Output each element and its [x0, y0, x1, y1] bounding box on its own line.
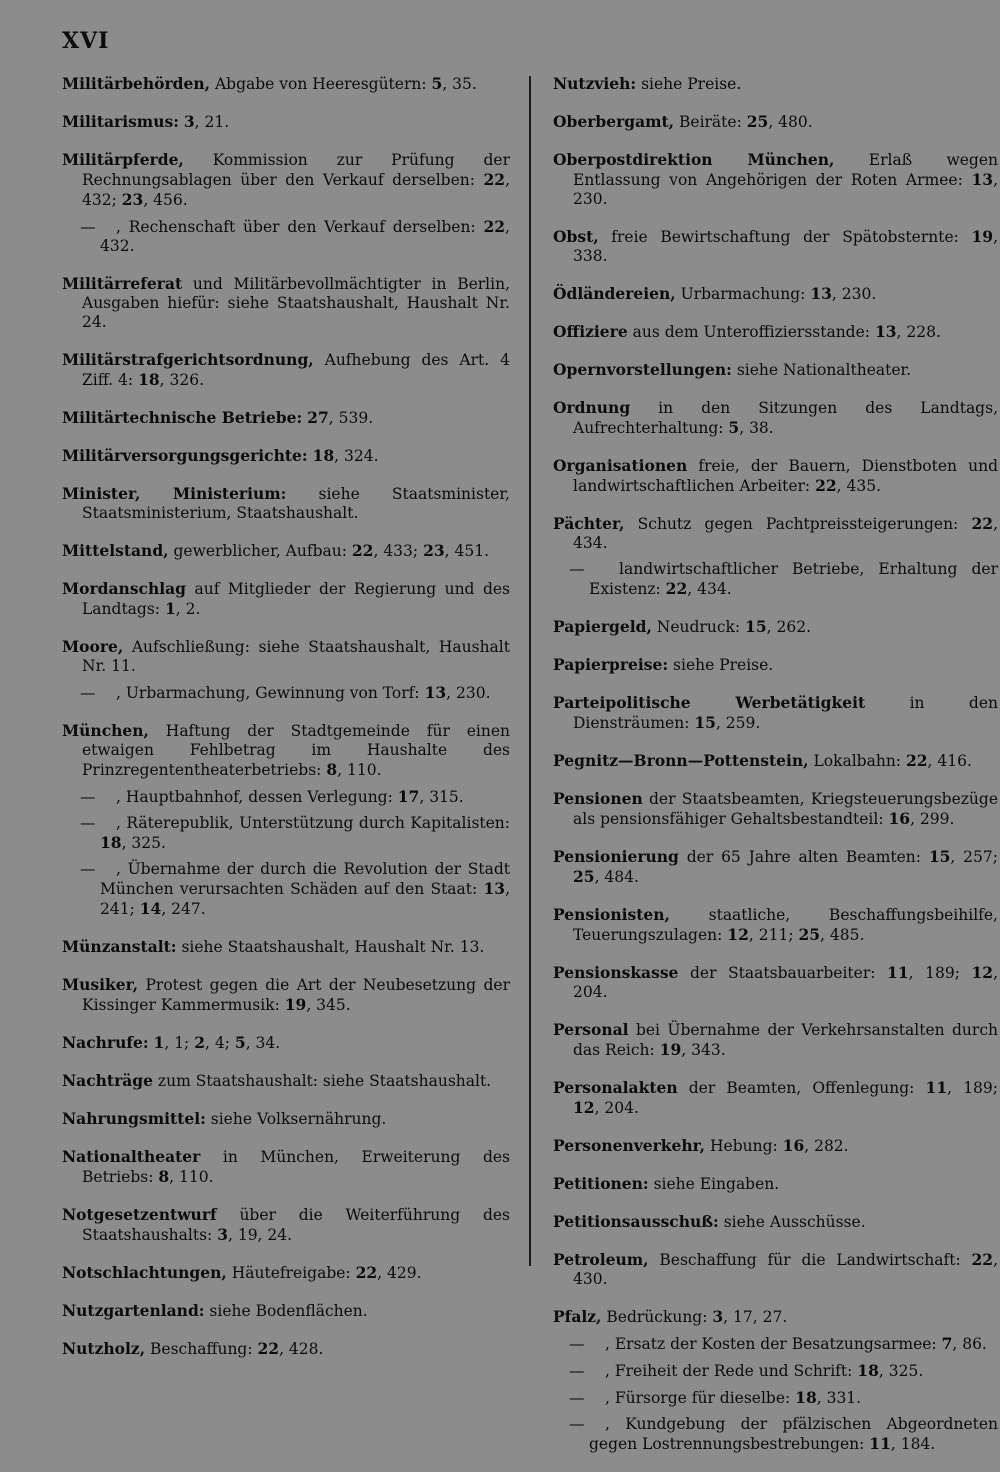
- volume-number: 16: [888, 809, 911, 828]
- entry-text: Bedrückung:: [601, 1308, 713, 1326]
- index-entry: [62, 408, 510, 428]
- entry-text: Haftung der Stadtgemeinde für einen etwaigen Fehlbetrag im Haushalte des Prinzregententheaterbetriebs:: [82, 722, 510, 779]
- entry-text: , 428.: [279, 1340, 324, 1358]
- entry-heading: Notgesetzentwurf: [62, 1205, 217, 1224]
- entry-text: siehe Ausschüsse.: [718, 1213, 866, 1231]
- entry-heading: Pensionisten,: [553, 905, 670, 924]
- entry-heading: Nutzholz,: [62, 1339, 146, 1358]
- entry-heading: Mordanschlag: [62, 579, 187, 598]
- index-subentry: [62, 787, 510, 807]
- index-entry: [553, 398, 998, 438]
- entry-text: , 325.: [878, 1362, 924, 1380]
- entry-text: siehe Volksernährung.: [205, 1110, 387, 1128]
- entry-text: siehe Staatsminister, Staatsministerium, Staatshaushalt.: [82, 485, 510, 522]
- entry-text: und Militärbevollmächtigter in Berlin, Ausgaben hiefür: siehe Staatshaushalt, Haushalt Nr. 24.: [82, 275, 510, 331]
- entry-text: , 19, 24.: [227, 1226, 293, 1244]
- volume-number: 18: [312, 446, 335, 465]
- entry-text: , 230.: [446, 684, 491, 702]
- entry-text: Urbarmachung:: [675, 285, 811, 303]
- entry-heading: Ordnung: [553, 398, 631, 417]
- volume-number: 13: [874, 322, 897, 341]
- entry-heading: Nachrufe:: [62, 1033, 149, 1052]
- volume-number: 15: [745, 617, 767, 636]
- entry-text: , Fürsorge für dieselbe:: [605, 1389, 796, 1407]
- repeat-dash: —: [569, 1415, 585, 1433]
- volume-number: 5: [234, 1033, 246, 1052]
- volume-number: 3: [217, 1225, 228, 1244]
- index-subentry: [553, 560, 998, 599]
- entry-heading: Pensionskasse: [553, 963, 679, 982]
- entry-heading: Papiergeld,: [553, 617, 652, 636]
- entry-text: , 343.: [681, 1041, 726, 1059]
- entry-text: , 451.: [444, 542, 490, 560]
- entry-text: , 230.: [573, 171, 998, 208]
- volume-number: 22: [483, 170, 506, 189]
- entry-heading: Militärversorgungsgerichte:: [62, 446, 308, 465]
- entry-text: Aufhebung des Art. 4 Ziff. 4:: [82, 351, 510, 389]
- entry-heading: Pfalz,: [553, 1307, 602, 1326]
- index-subentry: [62, 860, 510, 919]
- index-subentry: [553, 1415, 998, 1454]
- entry-text: , 184.: [890, 1435, 936, 1453]
- index-subentry: [62, 683, 510, 703]
- index-entry: [62, 637, 510, 676]
- entry-heading: Militärtechnische Betriebe:: [62, 408, 303, 427]
- volume-number: 18: [857, 1361, 879, 1380]
- volume-number: 12: [971, 963, 994, 982]
- entry-text: freie Bewirtschaftung der Spätobsternte:: [598, 228, 972, 246]
- entry-text: , 189;: [908, 964, 972, 982]
- repeat-dash: —: [569, 1335, 585, 1353]
- entry-text: , 35.: [442, 75, 477, 93]
- repeat-dash: —: [80, 218, 96, 236]
- volume-number: 12: [727, 925, 749, 944]
- volume-number: 11: [925, 1078, 948, 1097]
- index-entry: [553, 74, 998, 94]
- volume-number: 18: [138, 370, 160, 389]
- entry-text: , 204.: [594, 1099, 639, 1117]
- entry-heading: Pensionierung: [553, 847, 679, 866]
- index-entry: [553, 514, 998, 553]
- entry-heading: Oberbergamt,: [553, 112, 675, 131]
- volume-number: 1: [153, 1033, 165, 1052]
- entry-text: , 416.: [927, 752, 972, 770]
- entry-heading: Obst,: [553, 227, 599, 246]
- entry-text: der Beamten, Offenlegung:: [677, 1079, 926, 1097]
- index-entry: [62, 1263, 510, 1283]
- index-subentry: [553, 1361, 998, 1381]
- index-entry: [62, 541, 510, 561]
- entry-heading: Personal: [553, 1020, 629, 1039]
- entry-text: siehe Nationaltheater.: [731, 361, 912, 379]
- entry-text: in München, Erweiterung des Betriebs:: [82, 1148, 510, 1186]
- repeat-dash: —: [569, 1362, 585, 1380]
- entry-heading: Personalakten: [553, 1078, 678, 1097]
- entry-text: , 38.: [739, 419, 774, 437]
- entry-heading: Münzanstalt:: [62, 937, 177, 956]
- entry-heading: Offiziere: [553, 322, 628, 341]
- volume-number: 22: [355, 1263, 378, 1282]
- entry-text: siehe Preise.: [668, 656, 774, 674]
- volume-number: 18: [795, 1388, 817, 1407]
- volume-number: 16: [782, 1136, 805, 1155]
- entry-text: Aufschließung: siehe Staatshaushalt, Haushalt Nr. 11.: [82, 638, 510, 675]
- entry-heading: Nachträge: [62, 1071, 153, 1090]
- volume-number: 7: [941, 1334, 953, 1353]
- entry-text: , 326.: [159, 371, 205, 389]
- entry-text: , 324.: [334, 447, 379, 465]
- entry-text: über die Weiterführung des Staatshaushalts:: [82, 1206, 510, 1244]
- volume-number: 2: [194, 1033, 206, 1052]
- index-entry: [553, 1078, 998, 1118]
- index-entry: [553, 360, 998, 380]
- entry-text: , Freiheit der Rede und Schrift:: [605, 1362, 858, 1380]
- entry-text: der 65 Jahre alten Beamten:: [678, 848, 929, 866]
- index-entry: [553, 227, 998, 266]
- entry-text: , 2.: [175, 600, 201, 618]
- volume-number: 3: [712, 1307, 724, 1326]
- entry-text: , 257;: [950, 848, 998, 866]
- entry-text: , Urbarmachung, Gewinnung von Torf:: [116, 684, 425, 702]
- volume-number: 12: [573, 1098, 595, 1117]
- index-entry: [62, 484, 510, 523]
- entry-text: freie, der Bauern, Dienstboten und landwirtschaftlichen Arbeiter:: [573, 457, 998, 495]
- entry-text: , 204.: [573, 964, 998, 1001]
- entry-text: in den Diensträumen:: [573, 694, 998, 732]
- volume-number: 22: [815, 476, 837, 495]
- entry-text: , 429.: [377, 1264, 422, 1282]
- volume-number: 22: [483, 217, 506, 236]
- index-entry: [62, 937, 510, 957]
- entry-heading: Militärpferde,: [62, 150, 184, 169]
- index-subentry: [62, 217, 510, 256]
- entry-text: , 430.: [573, 1251, 998, 1288]
- entry-text: Neudruck:: [651, 618, 746, 636]
- volume-number: 25: [746, 112, 769, 131]
- entry-text: staatliche, Beschaffungsbeihilfe, Teuerungszulagen:: [573, 906, 998, 944]
- entry-text: , 432;: [82, 171, 510, 209]
- left-column: [62, 74, 510, 1377]
- entry-text: siehe Eingaben.: [648, 1175, 780, 1193]
- repeat-dash: —: [80, 788, 96, 806]
- volume-number: 1: [164, 599, 176, 618]
- entry-text: , 435.: [836, 477, 882, 495]
- volume-number: 19: [284, 995, 307, 1014]
- index-entry: [553, 789, 998, 829]
- repeat-dash: —: [569, 1389, 585, 1407]
- volume-number: 22: [665, 579, 688, 598]
- entry-heading: Pächter,: [553, 514, 625, 533]
- entry-text: , 325.: [121, 834, 166, 852]
- entry-text: Häutefreigabe:: [226, 1264, 356, 1282]
- index-subentry: [62, 814, 510, 853]
- volume-number: 27: [307, 408, 329, 427]
- entry-text: , 4;: [205, 1034, 235, 1052]
- entry-heading: Petitionsausschuß:: [553, 1212, 719, 1231]
- entry-text: , Hauptbahnhof, dessen Verlegung:: [116, 788, 398, 806]
- entry-heading: Militarismus:: [62, 112, 179, 131]
- index-entry: [553, 1307, 998, 1327]
- index-entry: [62, 150, 510, 210]
- entry-text: Beschaffung für die Landwirtschaft:: [648, 1251, 972, 1269]
- entry-text: , 86.: [952, 1335, 987, 1353]
- volume-number: 19: [971, 227, 994, 246]
- entry-heading: Organisationen: [553, 456, 688, 475]
- entry-text: , 299.: [910, 810, 955, 828]
- volume-number: 5: [431, 74, 443, 93]
- entry-heading: München,: [62, 721, 149, 740]
- repeat-dash: —: [569, 560, 585, 578]
- entry-heading: Oberpostdirektion München,: [553, 150, 835, 169]
- volume-number: 11: [869, 1434, 891, 1453]
- index-entry: [553, 905, 998, 945]
- volume-number: 23: [423, 541, 445, 560]
- entry-heading: Papierpreise:: [553, 655, 669, 674]
- entry-text: , 211;: [748, 926, 799, 944]
- index-entry: [553, 693, 998, 733]
- entry-text: , Ersatz der Kosten der Besatzungsarmee:: [605, 1335, 942, 1353]
- index-entry: [62, 1339, 510, 1359]
- entry-text: Abgabe von Heeresgütern:: [210, 75, 432, 93]
- entry-text: , 345.: [306, 996, 351, 1014]
- entry-heading: Petitionen:: [553, 1174, 649, 1193]
- entry-heading: Nahrungsmittel:: [62, 1109, 206, 1128]
- entry-text: Protest gegen die Art der Neubesetzung der Kissinger Kammermusik:: [82, 976, 510, 1014]
- entry-heading: Ödländereien,: [553, 284, 676, 303]
- index-entry: [62, 579, 510, 619]
- entry-text: , 484.: [594, 868, 639, 886]
- entry-text: , 433;: [373, 542, 424, 560]
- index-entry: [62, 721, 510, 780]
- entry-text: , 1;: [164, 1034, 195, 1052]
- entry-text: Kommission zur Prüfung der Rechnungsablagen über den Verkauf derselben:: [82, 151, 510, 189]
- entry-text: gewerblicher, Aufbau:: [168, 542, 352, 560]
- index-entry: [553, 1136, 998, 1156]
- entry-text: , 21.: [194, 113, 230, 131]
- index-entry: [62, 112, 510, 132]
- index-entry: [553, 322, 998, 342]
- entry-heading: Nutzgartenland:: [62, 1301, 205, 1320]
- repeat-dash: —: [80, 860, 96, 878]
- entry-text: , 434.: [687, 580, 732, 598]
- repeat-dash: —: [80, 814, 96, 832]
- volume-number: 13: [483, 879, 506, 898]
- entry-text: aus dem Unteroffiziersstande:: [627, 323, 875, 341]
- index-entry: [553, 751, 998, 771]
- entry-text: , 480.: [768, 113, 813, 131]
- volume-number: 17: [397, 787, 420, 806]
- index-entry: [553, 655, 998, 675]
- volume-number: 14: [139, 899, 162, 918]
- entry-text: , 241;: [100, 880, 510, 918]
- entry-text: , Übernahme der durch die Revolution der Stadt München verursachten Schäden auf den Staat:: [100, 860, 510, 898]
- entry-text: , 230.: [831, 285, 877, 303]
- index-entry: [553, 284, 998, 304]
- index-entry: [62, 446, 510, 466]
- index-entry: [62, 1147, 510, 1187]
- repeat-dash: —: [80, 684, 96, 702]
- entry-heading: Parteipolitische Werbetätigkeit: [553, 693, 866, 712]
- entry-heading: Moore,: [62, 637, 124, 656]
- volume-number: 25: [798, 925, 821, 944]
- entry-text: , 432.: [100, 218, 510, 255]
- entry-heading: Personenverkehr,: [553, 1136, 706, 1155]
- index-subentry: [553, 1388, 998, 1408]
- volume-number: 22: [905, 751, 928, 770]
- index-entry: [62, 74, 510, 94]
- volume-number: 13: [424, 683, 447, 702]
- index-entry: [553, 1250, 998, 1289]
- index-entry: [62, 1033, 510, 1053]
- index-entry: [62, 975, 510, 1015]
- index-entry: [62, 350, 510, 390]
- entry-text: siehe Staatshaushalt, Haushalt Nr. 13.: [176, 938, 485, 956]
- entry-text: , 110.: [169, 1168, 214, 1186]
- entry-text: zum Staatshaushalt: siehe Staatshaushalt.: [153, 1072, 492, 1090]
- column-divider: [529, 76, 531, 1266]
- index-entry: [553, 1212, 998, 1232]
- entry-text: , 259.: [715, 714, 761, 732]
- entry-text: Schutz gegen Pachtpreissteigerungen:: [624, 515, 972, 533]
- entry-text: Lokalbahn:: [808, 752, 906, 770]
- index-entry: [62, 1071, 510, 1091]
- entry-heading: Notschlachtungen,: [62, 1263, 227, 1282]
- volume-number: 13: [810, 284, 832, 303]
- entry-text: Hebung:: [705, 1137, 783, 1155]
- volume-number: 18: [100, 833, 122, 852]
- entry-text: Beschaffung:: [145, 1340, 258, 1358]
- index-entry: [62, 1301, 510, 1321]
- entry-text: , 338.: [573, 228, 998, 265]
- volume-number: 22: [971, 514, 994, 533]
- entry-heading: Nationaltheater: [62, 1147, 201, 1166]
- entry-text: siehe Bodenflächen.: [204, 1302, 368, 1320]
- volume-number: 19: [659, 1040, 682, 1059]
- volume-number: 25: [573, 867, 595, 886]
- entry-text: , 434.: [573, 515, 998, 552]
- entry-heading: Militärstrafgerichtsordnung,: [62, 350, 314, 369]
- volume-number: 5: [728, 418, 740, 437]
- volume-number: 15: [694, 713, 716, 732]
- index-entry: [553, 963, 998, 1002]
- volume-number: 22: [257, 1339, 280, 1358]
- volume-number: 8: [158, 1167, 170, 1186]
- entry-text: der Staatsbeamten, Kriegsteuerungsbezüge als pensionsfähiger Gehaltsbestandteil:: [573, 790, 998, 828]
- entry-text: siehe Preise.: [636, 75, 742, 93]
- index-entry: [553, 617, 998, 637]
- entry-heading: Pensionen: [553, 789, 643, 808]
- entry-heading: Pegnitz—Bronn—Pottenstein,: [553, 751, 809, 770]
- entry-text: , Räterepublik, Unterstützung durch Kapitalisten:: [116, 814, 510, 832]
- entry-text: bei Übernahme der Verkehrsanstalten durch das Reich:: [573, 1021, 998, 1059]
- volume-number: 3: [183, 112, 195, 131]
- volume-number: 11: [887, 963, 909, 982]
- index-entry: [553, 1174, 998, 1194]
- index-entry: [553, 847, 998, 887]
- volume-number: 23: [121, 190, 144, 209]
- entry-text: , 539.: [328, 409, 374, 427]
- volume-number: 22: [971, 1250, 994, 1269]
- entry-text: , 189;: [947, 1079, 999, 1097]
- entry-text: , 331.: [816, 1389, 862, 1407]
- index-entry: [553, 150, 998, 209]
- entry-text: , 485.: [820, 926, 865, 944]
- entry-heading: Minister, Ministerium:: [62, 484, 287, 503]
- index-entry: [553, 112, 998, 132]
- entry-text: , 34.: [245, 1034, 281, 1052]
- index-entry: [62, 1109, 510, 1129]
- entry-heading: Nutzvieh:: [553, 74, 637, 93]
- entry-text: Erlaß wegen Entlassung von Angehörigen der Roten Armee:: [573, 151, 998, 189]
- entry-text: in den Sitzungen des Landtags, Aufrechterhaltung:: [573, 399, 998, 437]
- volume-number: 22: [351, 541, 374, 560]
- index-subentry: [553, 1334, 998, 1354]
- entry-text: , 262.: [766, 618, 811, 636]
- entry-heading: Petroleum,: [553, 1250, 649, 1269]
- page-number: XVI: [62, 28, 110, 54]
- volume-number: 13: [971, 170, 994, 189]
- volume-number: 15: [928, 847, 951, 866]
- entry-text: , 456.: [143, 191, 188, 209]
- right-column: [553, 74, 998, 1472]
- entry-heading: Opernvorstellungen:: [553, 360, 732, 379]
- index-entry: [553, 1020, 998, 1060]
- entry-text: , Kundgebung der pfälzischen Abgeordneten gegen Lostrennungsbestrebungen:: [589, 1415, 998, 1453]
- volume-number: 8: [326, 760, 338, 779]
- entry-text: , 228.: [896, 323, 941, 341]
- index-entry: [62, 274, 510, 332]
- index-entry: [62, 1205, 510, 1245]
- entry-text: auf Mitglieder der Regierung und des Landtags:: [82, 580, 510, 618]
- entry-heading: Mittelstand,: [62, 541, 169, 560]
- entry-text: landwirtschaftlicher Betriebe, Erhaltung der Existenz:: [589, 560, 998, 598]
- entry-text: , 110.: [337, 761, 382, 779]
- entry-heading: Militärbehörden,: [62, 74, 211, 93]
- entry-text: der Staatsbauarbeiter:: [678, 964, 888, 982]
- entry-heading: Militärreferat: [62, 274, 183, 293]
- entry-text: , 315.: [419, 788, 464, 806]
- entry-text: , 247.: [161, 900, 206, 918]
- index-entry: [553, 456, 998, 496]
- entry-heading: Musiker,: [62, 975, 139, 994]
- entry-text: , 17, 27.: [723, 1308, 788, 1326]
- entry-text: , Rechenschaft über den Verkauf derselben:: [116, 218, 484, 236]
- entry-text: Beiräte:: [674, 113, 747, 131]
- entry-text: , 282.: [804, 1137, 849, 1155]
